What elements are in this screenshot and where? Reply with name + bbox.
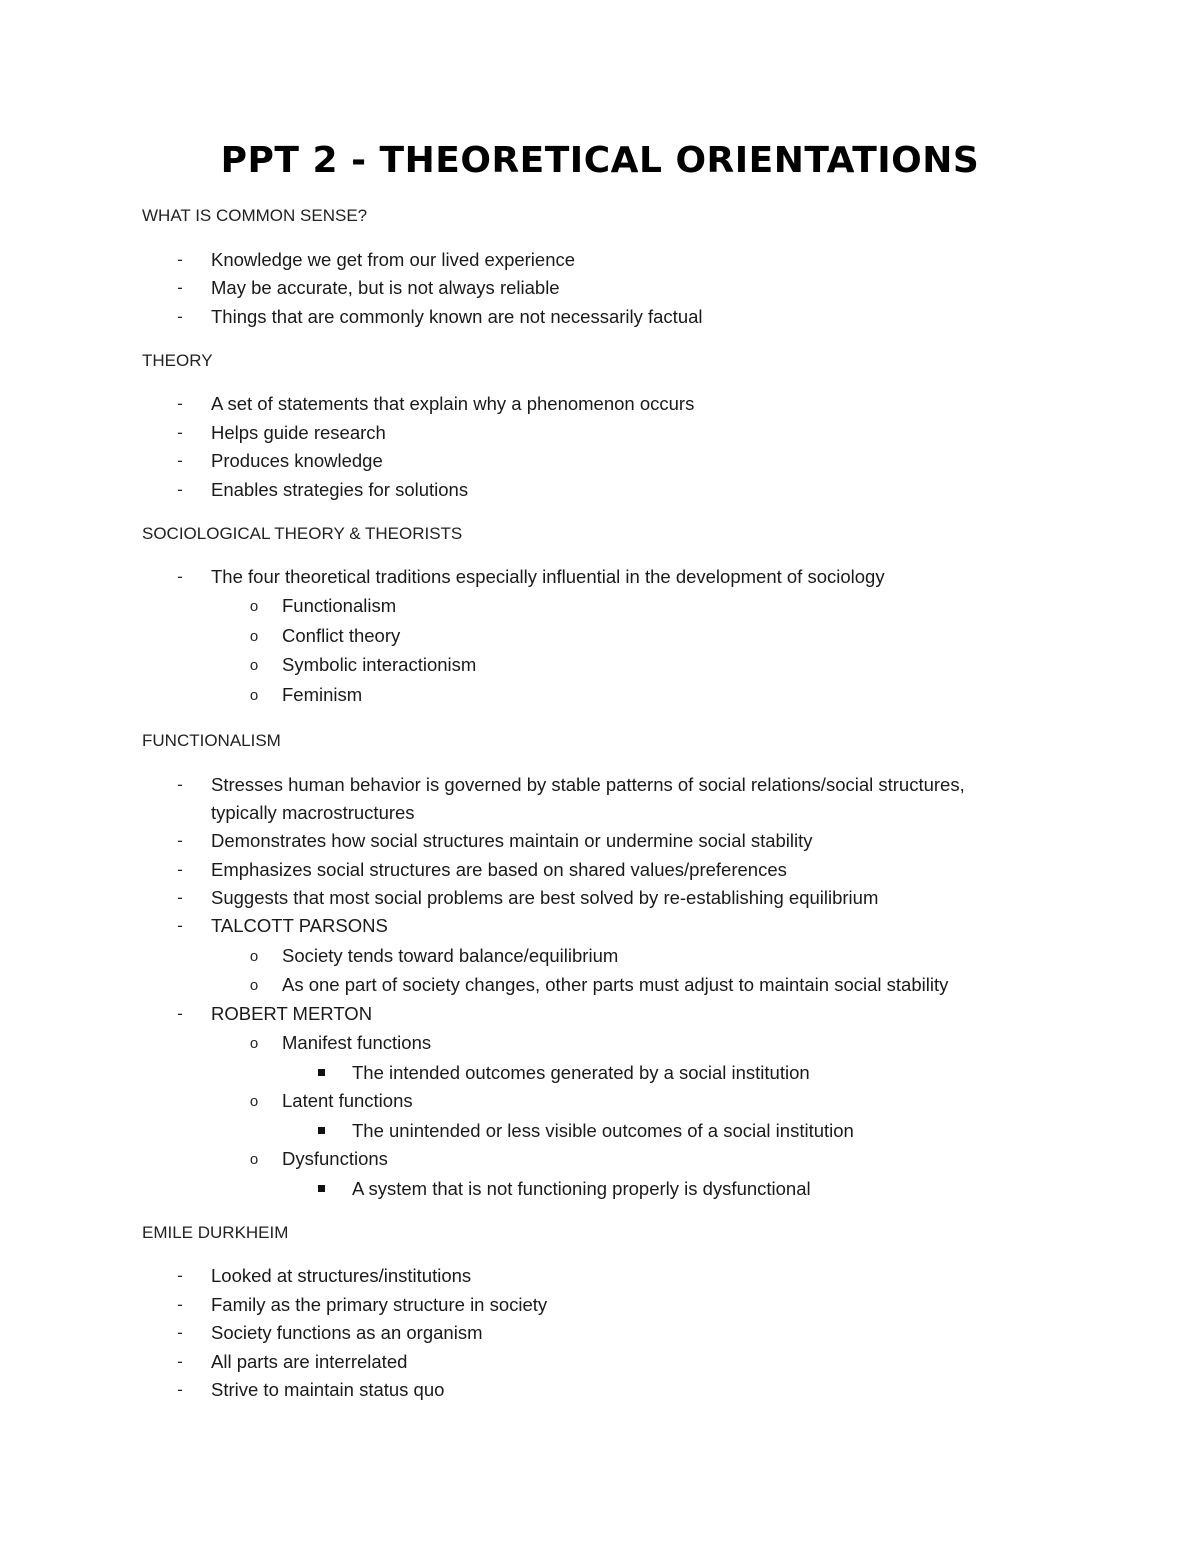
sub-sub-list-item: The unintended or less visible outcomes of a social institution	[352, 1120, 854, 1141]
list-item: Produces knowledge	[211, 450, 383, 471]
dash-bullet: -	[177, 1004, 183, 1023]
list-item: Demonstrates how social structures maintain or undermine social stability	[211, 830, 813, 851]
dash-bullet: -	[177, 1380, 183, 1399]
circle-bullet: o	[249, 657, 259, 674]
dash-bullet: -	[177, 1295, 183, 1314]
dash-bullet: -	[177, 831, 183, 850]
square-bullet-icon	[318, 1185, 325, 1192]
sub-list-item: Latent functions	[282, 1090, 413, 1111]
list-item: Helps guide research	[211, 422, 386, 443]
list-item: A set of statements that explain why a phenomenon occurs	[211, 393, 695, 414]
dash-bullet: -	[177, 775, 183, 794]
section-heading-sociological-theory: SOCIOLOGICAL THEORY & THEORISTS	[142, 524, 463, 543]
list-item-continuation: typically macrostructures	[211, 802, 415, 823]
dash-bullet: -	[177, 250, 183, 269]
circle-bullet: o	[249, 687, 259, 704]
sub-list-item: Conflict theory	[282, 625, 401, 646]
dash-bullet: -	[177, 1266, 183, 1285]
list-item: Suggests that most social problems are best solved by re-establishing equilibrium	[211, 887, 879, 908]
dash-bullet: -	[177, 307, 183, 326]
circle-bullet: o	[249, 977, 259, 994]
section-heading-common-sense: WHAT IS COMMON SENSE?	[142, 206, 368, 225]
list-item: Emphasizes social structures are based on shared values/preferences	[211, 859, 787, 880]
dash-bullet: -	[177, 860, 183, 879]
list-item: Family as the primary structure in society	[211, 1294, 548, 1315]
circle-bullet: o	[249, 1093, 259, 1110]
sub-list-item: As one part of society changes, other parts must adjust to maintain social stability	[282, 974, 949, 995]
dash-bullet: -	[177, 1323, 183, 1342]
sub-sub-list-item: The intended outcomes generated by a social institution	[352, 1062, 810, 1083]
sub-sub-list-item: A system that is not functioning properly is dysfunctional	[352, 1178, 811, 1199]
circle-bullet: o	[249, 598, 259, 615]
square-bullet-icon	[318, 1127, 325, 1134]
list-item: All parts are interrelated	[211, 1351, 408, 1372]
dash-bullet: -	[177, 480, 183, 499]
circle-bullet: o	[249, 948, 259, 965]
section-heading-functionalism: FUNCTIONALISM	[142, 731, 281, 750]
dash-bullet: -	[177, 1352, 183, 1371]
dash-bullet: -	[177, 423, 183, 442]
square-bullet-icon	[318, 1069, 325, 1076]
dash-bullet: -	[177, 567, 183, 586]
list-item: Strive to maintain status quo	[211, 1379, 445, 1400]
circle-bullet: o	[249, 1035, 259, 1052]
circle-bullet: o	[249, 1151, 259, 1168]
list-item: Society functions as an organism	[211, 1322, 483, 1343]
sub-list-item: Dysfunctions	[282, 1148, 388, 1169]
list-item-talcott-parsons: TALCOTT PARSONS	[211, 915, 388, 936]
list-item: Enables strategies for solutions	[211, 479, 469, 500]
sub-list-item: Society tends toward balance/equilibrium	[282, 945, 619, 966]
dash-bullet: -	[177, 888, 183, 907]
list-item: May be accurate, but is not always reliable	[211, 277, 560, 298]
section-heading-durkheim: EMILE DURKHEIM	[142, 1223, 289, 1242]
dash-bullet: -	[177, 394, 183, 413]
section-heading-theory: THEORY	[142, 351, 213, 370]
dash-bullet: -	[177, 916, 183, 935]
sub-list-item: Feminism	[282, 684, 363, 705]
list-item: Stresses human behavior is governed by stable patterns of social relations/social structures,	[211, 774, 965, 795]
dash-bullet: -	[177, 278, 183, 297]
sub-list-item: Symbolic interactionism	[282, 654, 477, 675]
list-item: Knowledge we get from our lived experience	[211, 249, 576, 270]
list-item: Things that are commonly known are not necessarily factual	[211, 306, 703, 327]
sub-list-item: Functionalism	[282, 595, 397, 616]
list-item-robert-merton: ROBERT MERTON	[211, 1003, 373, 1024]
sub-list-item: Manifest functions	[282, 1032, 432, 1053]
circle-bullet: o	[249, 628, 259, 645]
dash-bullet: -	[177, 451, 183, 470]
list-item: The four theoretical traditions especially influential in the development of sociology	[211, 566, 885, 587]
page-title: PPT 2 - THEORETICAL ORIENTATIONS	[220, 140, 980, 181]
list-item: Looked at structures/institutions	[211, 1265, 472, 1286]
